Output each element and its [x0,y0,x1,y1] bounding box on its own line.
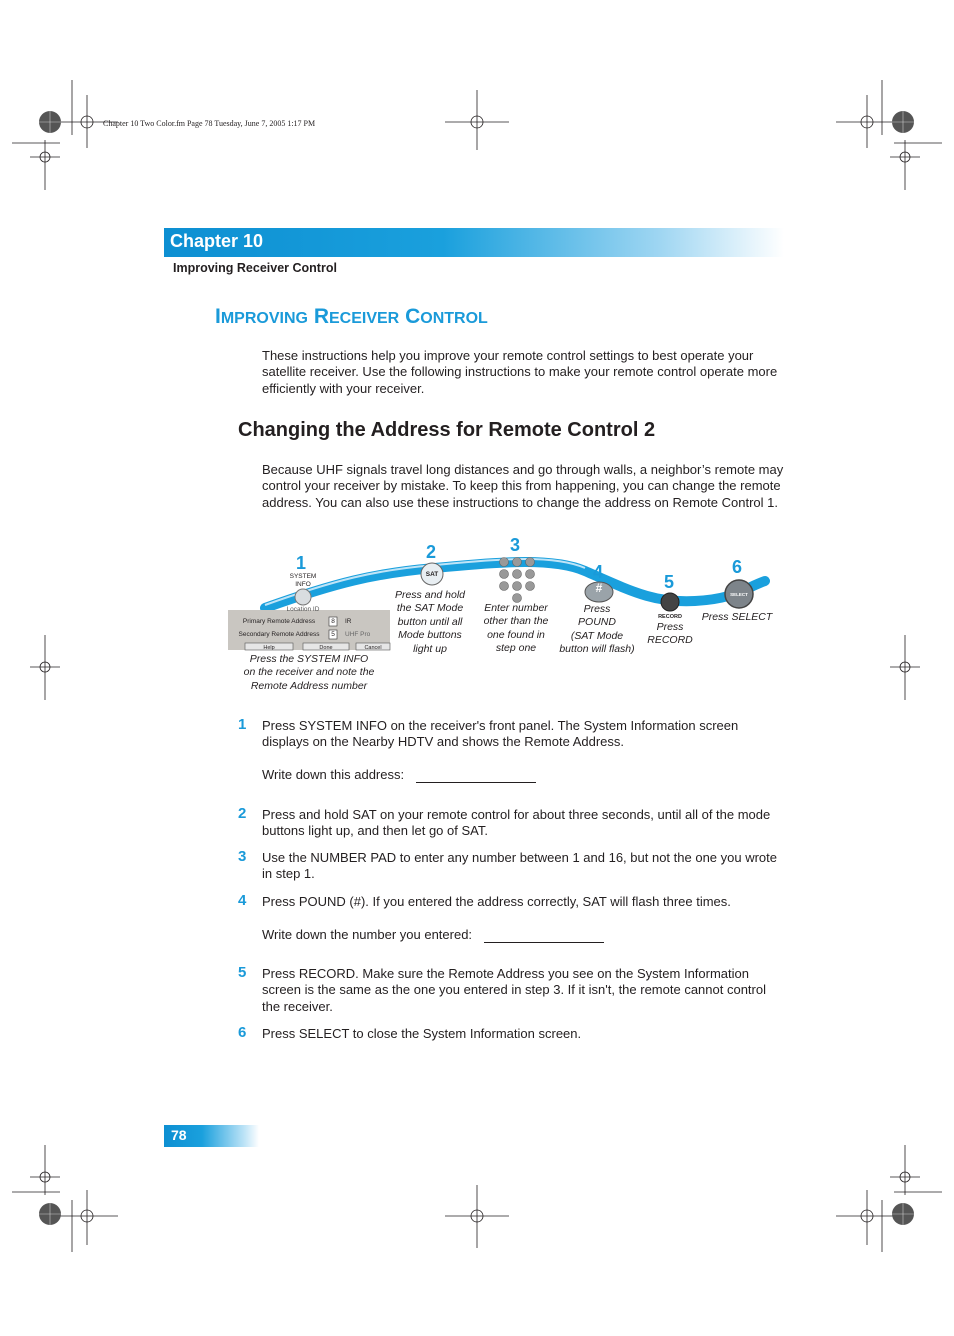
caption-step-6: Press SELECT [701,611,773,623]
figure-step-3: 3 [510,535,521,555]
step-2-text: Press and hold SAT on your remote control for about three seconds, until all of the mode buttons light up, and then let go of SAT. [262,807,771,839]
page-title: IMPROVING RECEIVER CONTROL [215,305,488,328]
system-info-label: SYSTEM INFO [289,573,317,588]
pound-button-label: # [595,581,603,595]
step-3-number: 3 [238,848,247,865]
address-blank [416,770,536,783]
remote-address-figure [225,533,785,698]
step-2-number: 2 [238,805,247,822]
caption-step-2: Press and hold the SAT Mode button until all Mode buttons light up [394,589,466,655]
sat-button-label: SAT [425,571,439,578]
section-title: Changing the Address for Remote Control 2 [238,419,656,441]
step-5-number: 5 [238,964,247,981]
caption-step-4: Press POUND (SAT Mode button will flash) [559,603,635,656]
step-4-number: 4 [238,892,247,909]
screen-row-primary: Primary Remote Address [242,618,316,625]
screen-flag-ir: IR [345,618,352,625]
figure-step-2: 2 [426,542,437,562]
page-number: 78 [171,1127,187,1143]
step-5-text: Press RECORD. Make sure the Remote Address you see on the System Information screen is the same as the one you entered in step 3. If it isn't, the remote cannot control the receiver. [262,966,766,1014]
number-blank [484,930,604,943]
select-label: SELECT [730,592,748,597]
step-1-write-down: Write down this address: [262,767,787,783]
screen-flag-uhf: UHF Pro [345,631,371,638]
figure-step-1: 1 [296,553,307,573]
step-6-number: 6 [238,1024,247,1041]
step-6-text: Press SELECT to close the System Information screen. [262,1026,582,1041]
figure-step-5: 5 [664,572,675,592]
screen-cancel-button: Cancel [364,645,382,651]
chapter-subtitle: Improving Receiver Control [173,261,337,275]
figure-step-4: 4 [593,562,604,582]
record-button [661,593,679,611]
caption-step-5: Press RECORD [647,621,693,647]
chapter-label: Chapter 10 [170,231,264,251]
screen-done-button: Done [319,645,333,651]
section-paragraph: Because UHF signals travel long distances and go through walls, a neighbor’s remote may control your receiver by mistake. To keep this from happening, you can change the remote address. You can also use these instructions to change the address on Remote Control 1. [262,462,784,510]
caption-step-1: Press the SYSTEM INFO on the receiver and note the Remote Address number [243,653,375,692]
print-header: Chapter 10 Two Color.fm Page 78 Tuesday, June 7, 2005 1:17 PM [103,119,316,128]
step-4-text: Press POUND (#). If you entered the address correctly, SAT will flash three times. [262,894,731,909]
step-1-number: 1 [238,716,247,733]
screen-value-secondary: 5 [331,631,335,638]
intro-paragraph: These instructions help you improve your remote control settings to best operate your satellite receiver. Use the following instructions to make your remote control operate more efficiently with your receiver. [262,348,778,396]
screen-row-location: Location ID [286,606,320,613]
screen-value-primary: 8 [331,618,335,625]
step-4-write-down: Write down the number you entered: [262,927,787,943]
step-3-text: Use the NUMBER PAD to enter any number between 1 and 16, but not the one you wrote in step 1. [262,850,777,882]
caption-step-3: Enter number other than the one found in step one [483,602,549,655]
step-1-text: Press SYSTEM INFO on the receiver's front panel. The System Information screen displays on the Nearby HDTV and shows the Remote Address. [262,718,739,750]
figure-step-6: 6 [732,557,743,577]
screen-help-button: Help [263,645,275,651]
screen-row-secondary: Secondary Remote Address [238,631,320,638]
record-label: RECORD [658,614,682,620]
system-info-button [295,589,311,605]
